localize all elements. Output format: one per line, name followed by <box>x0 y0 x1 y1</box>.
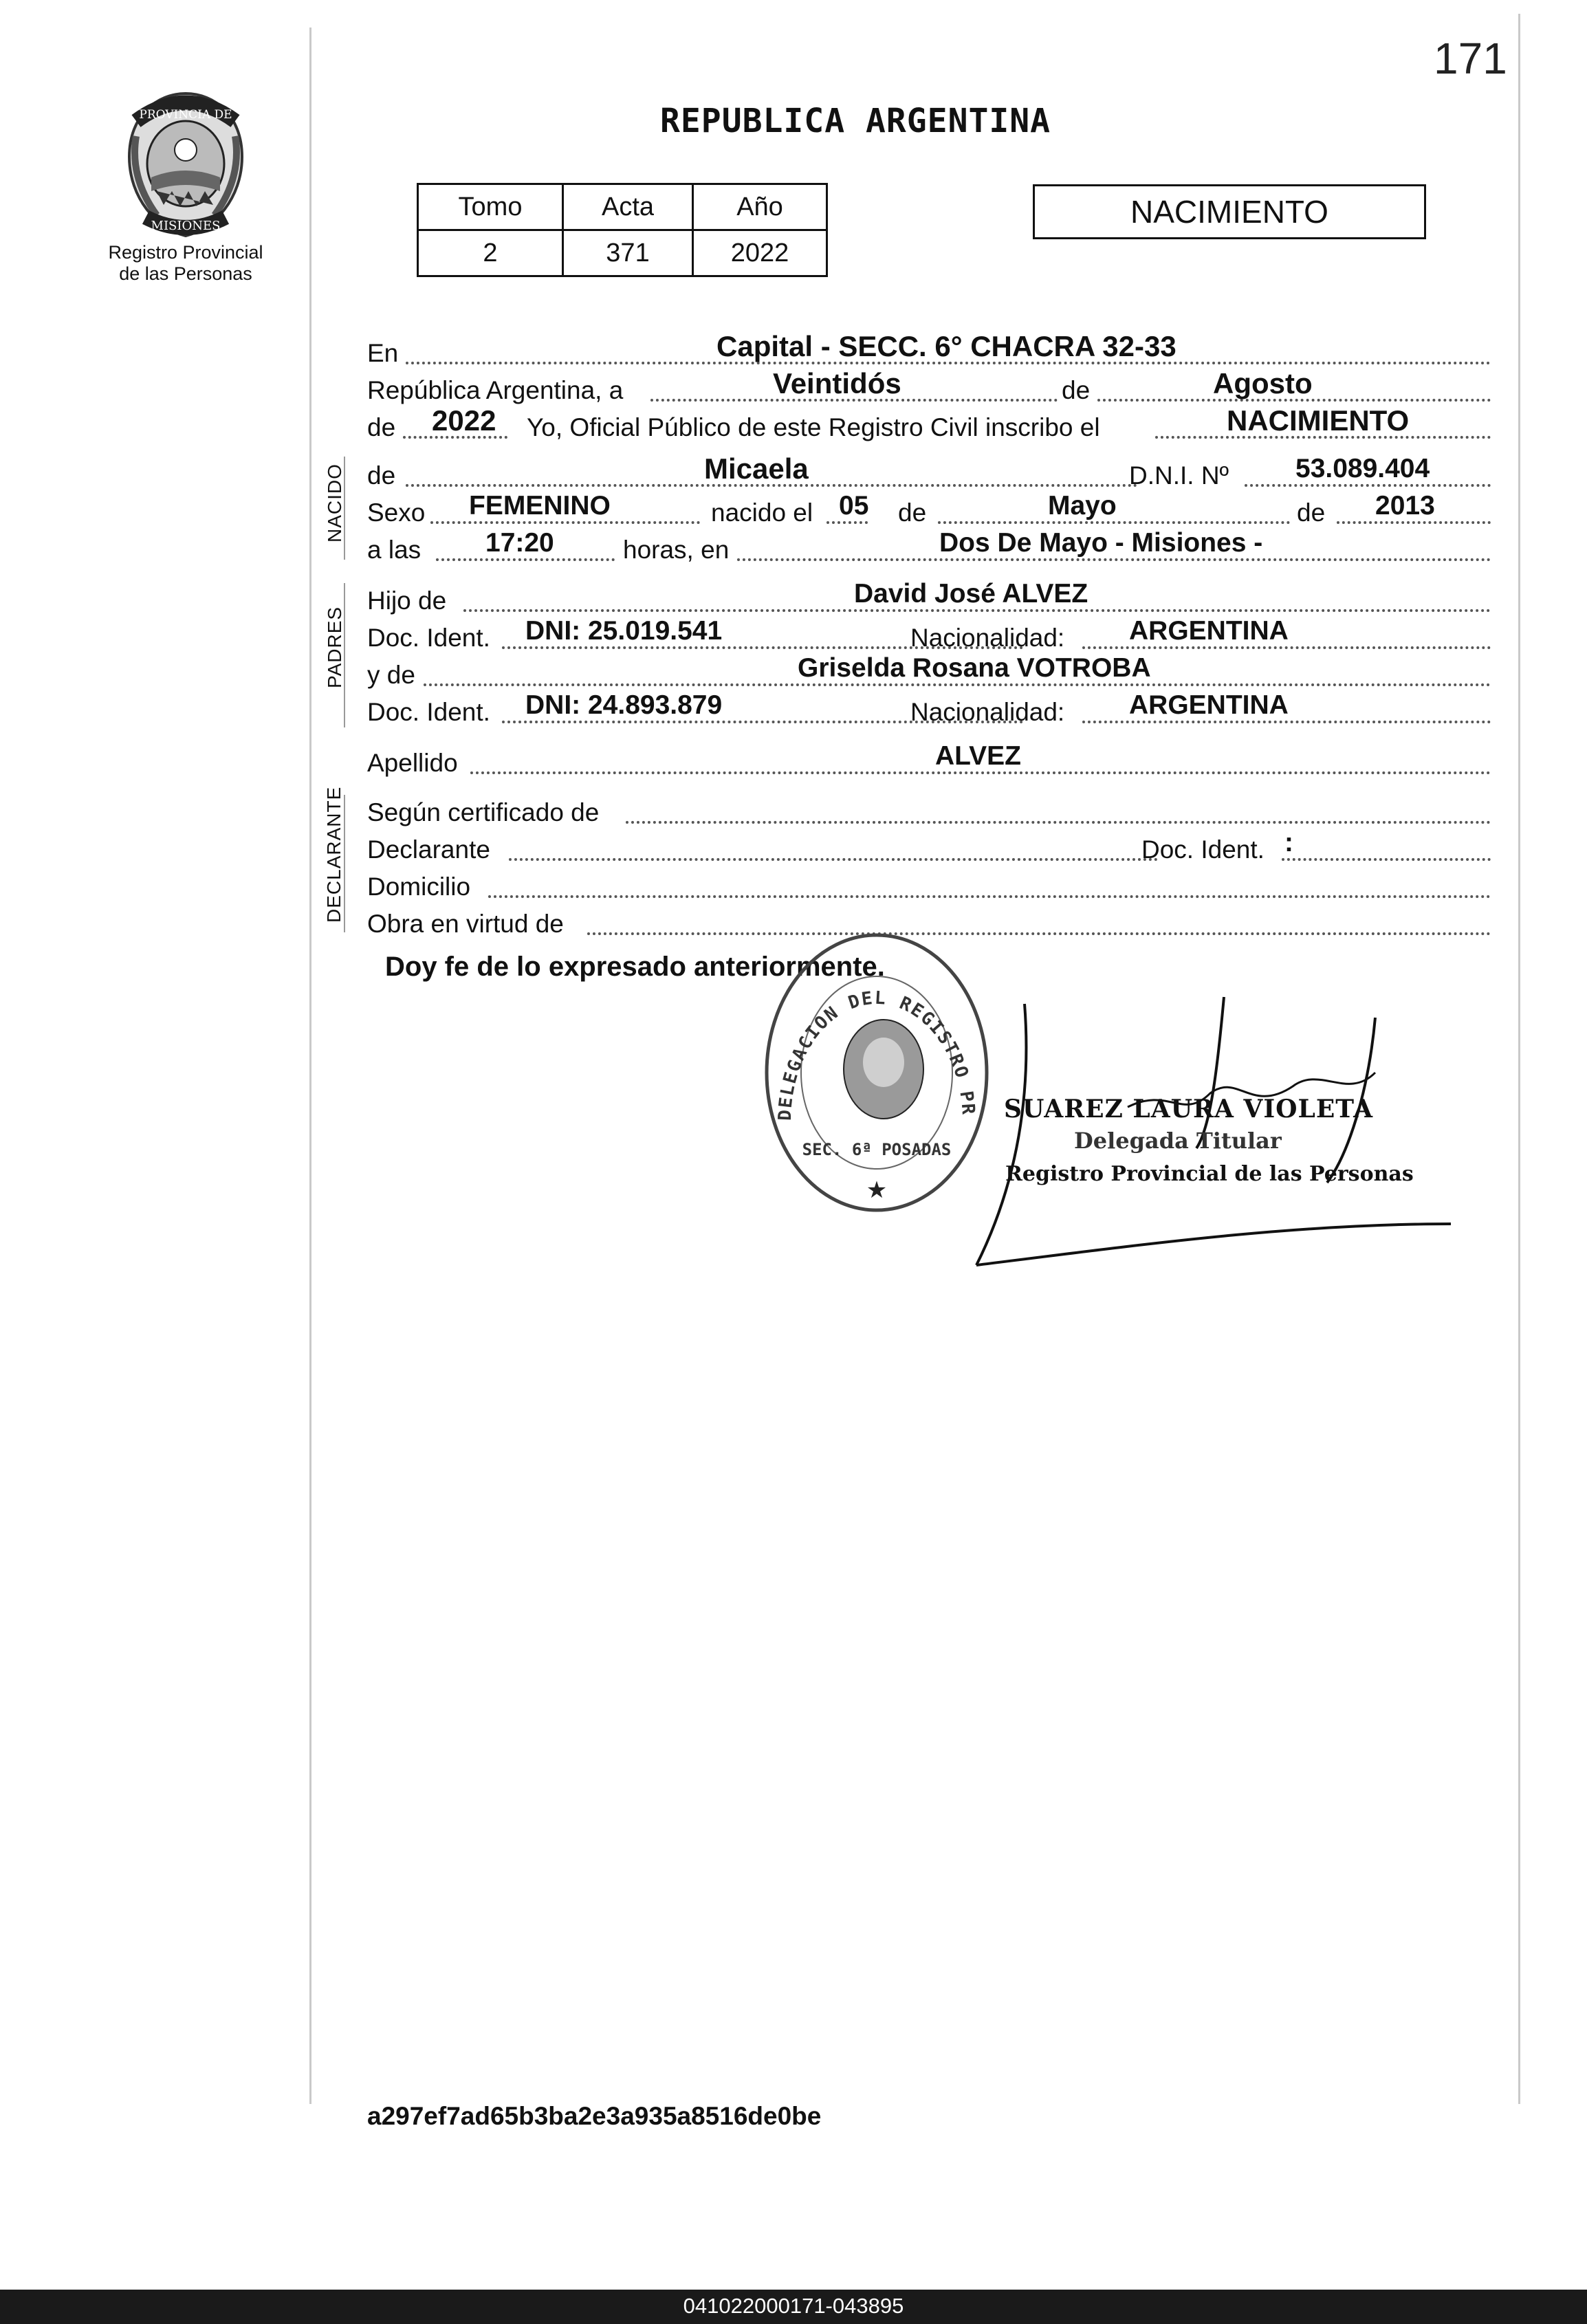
value-nacionalidad-madre: ARGENTINA <box>1129 690 1289 720</box>
value-doc-declarante: : <box>1284 828 1293 857</box>
ref-header-acta: Acta <box>563 184 693 230</box>
value-nac-mes: Mayo <box>1048 491 1117 520</box>
seal-outer-text: DELEGACION DEL REGISTRO PR <box>774 987 979 1121</box>
value-doc-padre: DNI: 25.019.541 <box>525 616 723 646</box>
label-nacido-el: nacido el <box>711 498 813 527</box>
row-nombre-dni <box>367 454 1491 491</box>
row-declarante <box>367 828 1491 865</box>
row-hijo-de <box>367 579 1491 616</box>
label-de-nombre: de <box>367 461 396 490</box>
text-oficial-publico: Yo, Oficial Público de este Registro Civil inscribo el <box>527 413 1100 441</box>
signatory-name: SUAREZ LAURA VIOLETA <box>1004 1095 1374 1123</box>
label-apellido: Apellido <box>367 749 458 777</box>
logo-caption: Registro Provincial de las Personas <box>108 242 263 284</box>
ref-header-tomo: Tomo <box>418 184 563 230</box>
label-dni: D.N.I. Nº <box>1129 461 1229 490</box>
signatory-organization: Registro Provincial de las Personas <box>1005 1162 1414 1186</box>
value-mes: Agosto <box>1213 367 1313 399</box>
label-hijo-de: Hijo de <box>367 587 447 615</box>
value-padre: David José ALVEZ <box>854 579 1088 609</box>
value-nombre: Micaela <box>704 452 809 485</box>
logo-bottom-text: MISIONES <box>151 219 221 233</box>
value-lugar-nacimiento: Dos De Mayo - Misiones - <box>939 528 1263 558</box>
seal-star-icon: ★ <box>866 1177 888 1203</box>
label-horas-en: horas, en <box>623 536 730 564</box>
ref-value-acta: 371 <box>563 230 693 276</box>
row-apellido <box>367 741 1491 778</box>
label-segun-certificado: Según certificado de <box>367 798 600 826</box>
value-nacionalidad-padre: ARGENTINA <box>1129 616 1289 646</box>
label-domicilio: Domicilio <box>367 873 471 901</box>
label-de-mes: de <box>1062 376 1091 404</box>
value-hora: 17:20 <box>485 528 554 558</box>
value-sexo: FEMENINO <box>469 491 611 520</box>
footer-barcode-text: 041022000171-043895 <box>683 2294 904 2318</box>
label-declarante: Declarante <box>367 835 490 864</box>
side-label-declarante: DECLARANTE <box>323 786 344 923</box>
row-en <box>367 331 1491 369</box>
seal-inner-text: SEC. 6ª POSADAS <box>802 1140 952 1159</box>
reference-table <box>417 183 828 277</box>
record-type-box: NACIMIENTO <box>1033 184 1426 239</box>
label-de-anio: de <box>367 413 396 441</box>
official-seal-stamp <box>756 914 997 1231</box>
row-doc-madre <box>367 690 1491 727</box>
label-nac-de: de <box>898 498 927 527</box>
value-dia: Veintidós <box>773 367 901 399</box>
row-sexo-nacido <box>367 491 1491 528</box>
closing-statement: Doy fe de lo expresado anteriormente. <box>385 952 885 982</box>
label-sexo: Sexo <box>367 498 426 527</box>
row-anio-oficial <box>367 406 1491 443</box>
signatory-role: Delegada Titular <box>1074 1128 1282 1154</box>
label-y-de: y de <box>367 661 415 689</box>
logo-arc-text: PROVINCIA DE <box>139 108 232 122</box>
value-anio-registro: 2022 <box>432 404 496 437</box>
right-margin-line <box>1518 14 1520 2104</box>
label-nacionalidad-madre: Nacionalidad: <box>910 698 1065 726</box>
label-doc-declarante: Doc. Ident. <box>1141 835 1265 864</box>
value-madre: Griselda Rosana VOTROBA <box>798 653 1151 683</box>
label-a-las: a las <box>367 536 422 564</box>
value-nac-anio: 2013 <box>1375 491 1435 520</box>
side-label-padres: PADRES <box>324 606 345 688</box>
label-obra-en-virtud: Obra en virtud de <box>367 910 564 938</box>
value-nac-dia: 05 <box>839 491 869 520</box>
row-domicilio <box>367 865 1491 902</box>
label-nacionalidad-padre: Nacionalidad: <box>910 624 1065 652</box>
row-segun-certificado <box>367 791 1491 828</box>
reference-table-values <box>418 230 827 276</box>
value-doc-madre: DNI: 24.893.879 <box>525 690 723 720</box>
document-title: REPUBLICA ARGENTINA <box>660 102 1051 140</box>
page-number: 171 <box>1434 34 1507 83</box>
document-hash: a297ef7ad65b3ba2e3a935a8516de0be <box>367 2102 822 2130</box>
label-doc-padre: Doc. Ident. <box>367 624 490 652</box>
side-label-nacido: NACIDO <box>324 463 345 542</box>
label-en: En <box>367 339 399 367</box>
label-doc-madre: Doc. Ident. <box>367 698 490 726</box>
value-lugar-registro: Capital - SECC. 6° CHACRA 32-33 <box>716 330 1176 362</box>
value-inscribo: NACIMIENTO <box>1227 404 1410 437</box>
row-republica <box>367 369 1491 406</box>
row-doc-padre <box>367 616 1491 653</box>
label-republica: República Argentina, a <box>367 376 624 404</box>
misiones-coat-of-arms-logo <box>116 88 256 241</box>
row-hora-lugar <box>367 528 1491 565</box>
left-margin-line <box>309 28 311 2104</box>
value-dni: 53.089.404 <box>1295 454 1430 483</box>
ref-value-anio: 2022 <box>693 230 827 276</box>
label-nac-de2: de <box>1297 498 1326 527</box>
ref-value-tomo: 2 <box>418 230 563 276</box>
row-y-de <box>367 653 1491 690</box>
reference-table-header <box>418 184 827 230</box>
value-apellido: ALVEZ <box>935 741 1021 771</box>
ref-header-anio: Año <box>693 184 827 230</box>
